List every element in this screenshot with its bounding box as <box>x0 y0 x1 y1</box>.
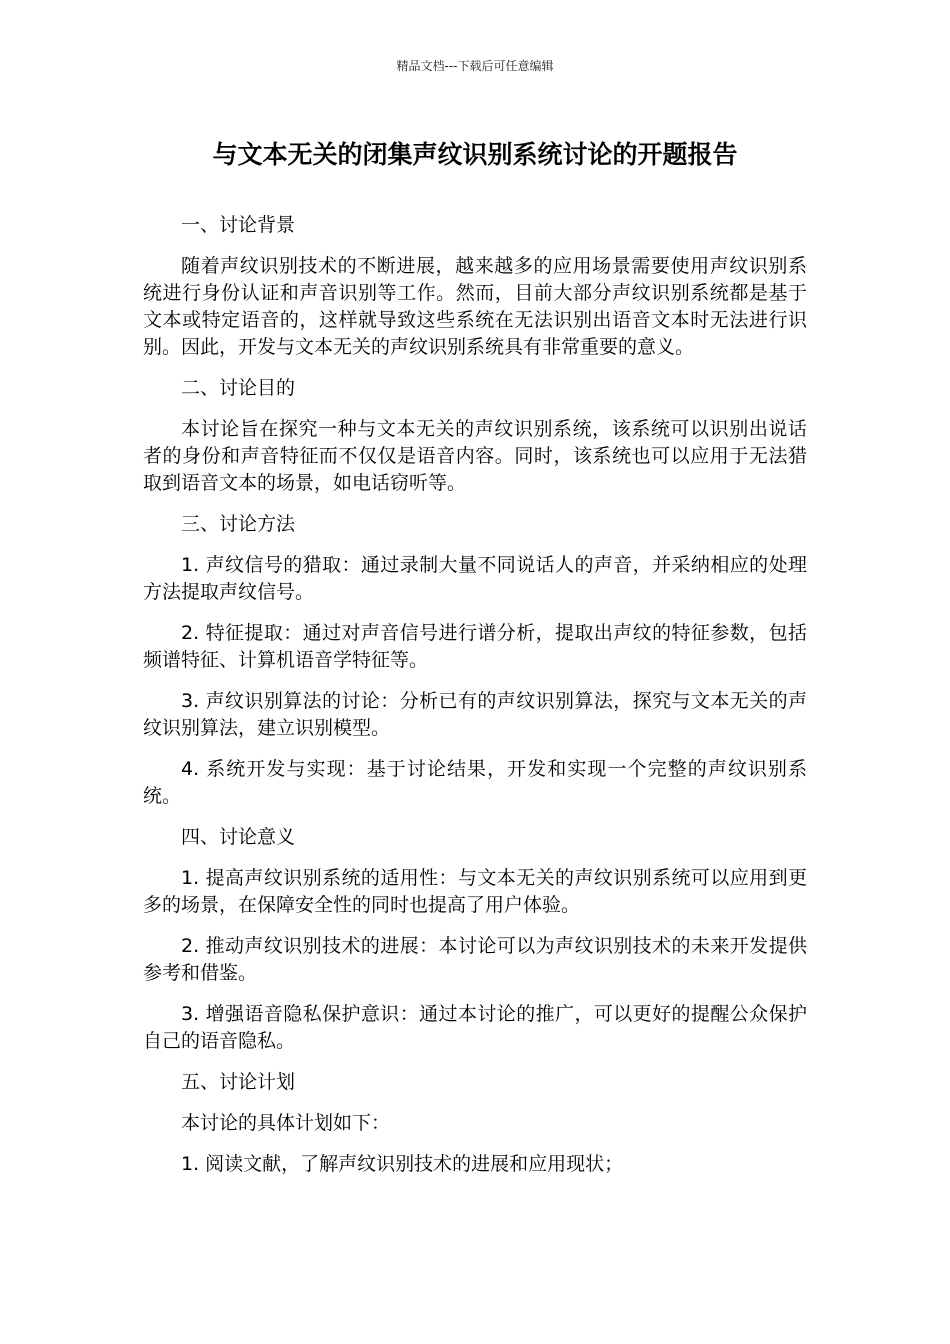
method-item-1: 1. 声纹信号的猎取：通过录制大量不同说话人的声音，并采纳相应的处理方法提取声纹信号。 <box>143 554 807 603</box>
page-header-note: 精品文档---下载后可任意编辑 <box>396 59 554 73</box>
significance-item-1: 1. 提高声纹识别系统的适用性：与文本无关的声纹识别系统可以应用到更多的场景，在保障安全性的同时也提高了用户体验。 <box>143 867 807 916</box>
section-heading-background: 一、讨论背景 <box>181 214 296 236</box>
background-paragraph: 随着声纹识别技术的不断进展，越来越多的应用场景需要使用声纹识别系统进行身份认证和声音识别等工作。然而，目前大部分声纹识别系统都是基于文本或特定语音的，这样就导致这些系统在无法识别出语音文本时无法进行识别。因此，开发与文本无关的声纹识别系统具有非常重要的意义。 <box>143 255 807 358</box>
method-item-2: 2. 特征提取：通过对声音信号进行谱分析，提取出声纹的特征参数，包括频谱特征、计算机语音学特征等。 <box>143 622 807 671</box>
document-title: 与文本无关的闭集声纹识别系统讨论的开题报告 <box>212 140 738 169</box>
section-heading-significance: 四、讨论意义 <box>181 826 296 848</box>
purpose-paragraph: 本讨论旨在探究一种与文本无关的声纹识别系统，该系统可以识别出说话者的身份和声音特征而不仅仅是语音内容。同时，该系统也可以应用于无法猎取到语音文本的场景，如电话窃听等。 <box>143 418 807 494</box>
significance-item-2: 2. 推动声纹识别技术的进展：本讨论可以为声纹识别技术的未来开发提供参考和借鉴。 <box>143 935 807 984</box>
method-item-4: 4. 系统开发与实现：基于讨论结果，开发和实现一个完整的声纹识别系统。 <box>143 758 807 807</box>
method-item-3: 3. 声纹识别算法的讨论：分析已有的声纹识别算法，探究与文本无关的声纹识别算法，建立识别模型。 <box>143 690 807 739</box>
section-heading-purpose: 二、讨论目的 <box>181 377 296 399</box>
significance-item-3: 3. 增强语音隐私保护意识：通过本讨论的推广，可以更好的提醒公众保护自己的语音隐私。 <box>143 1003 807 1052</box>
document-body <box>143 212 807 1192</box>
section-heading-plan: 五、讨论计划 <box>181 1071 296 1093</box>
section-heading-method: 三、讨论方法 <box>181 513 296 535</box>
plan-item-1: 1. 阅读文献，了解声纹识别技术的进展和应用现状； <box>181 1153 624 1175</box>
plan-intro: 本讨论的具体计划如下： <box>181 1112 391 1134</box>
